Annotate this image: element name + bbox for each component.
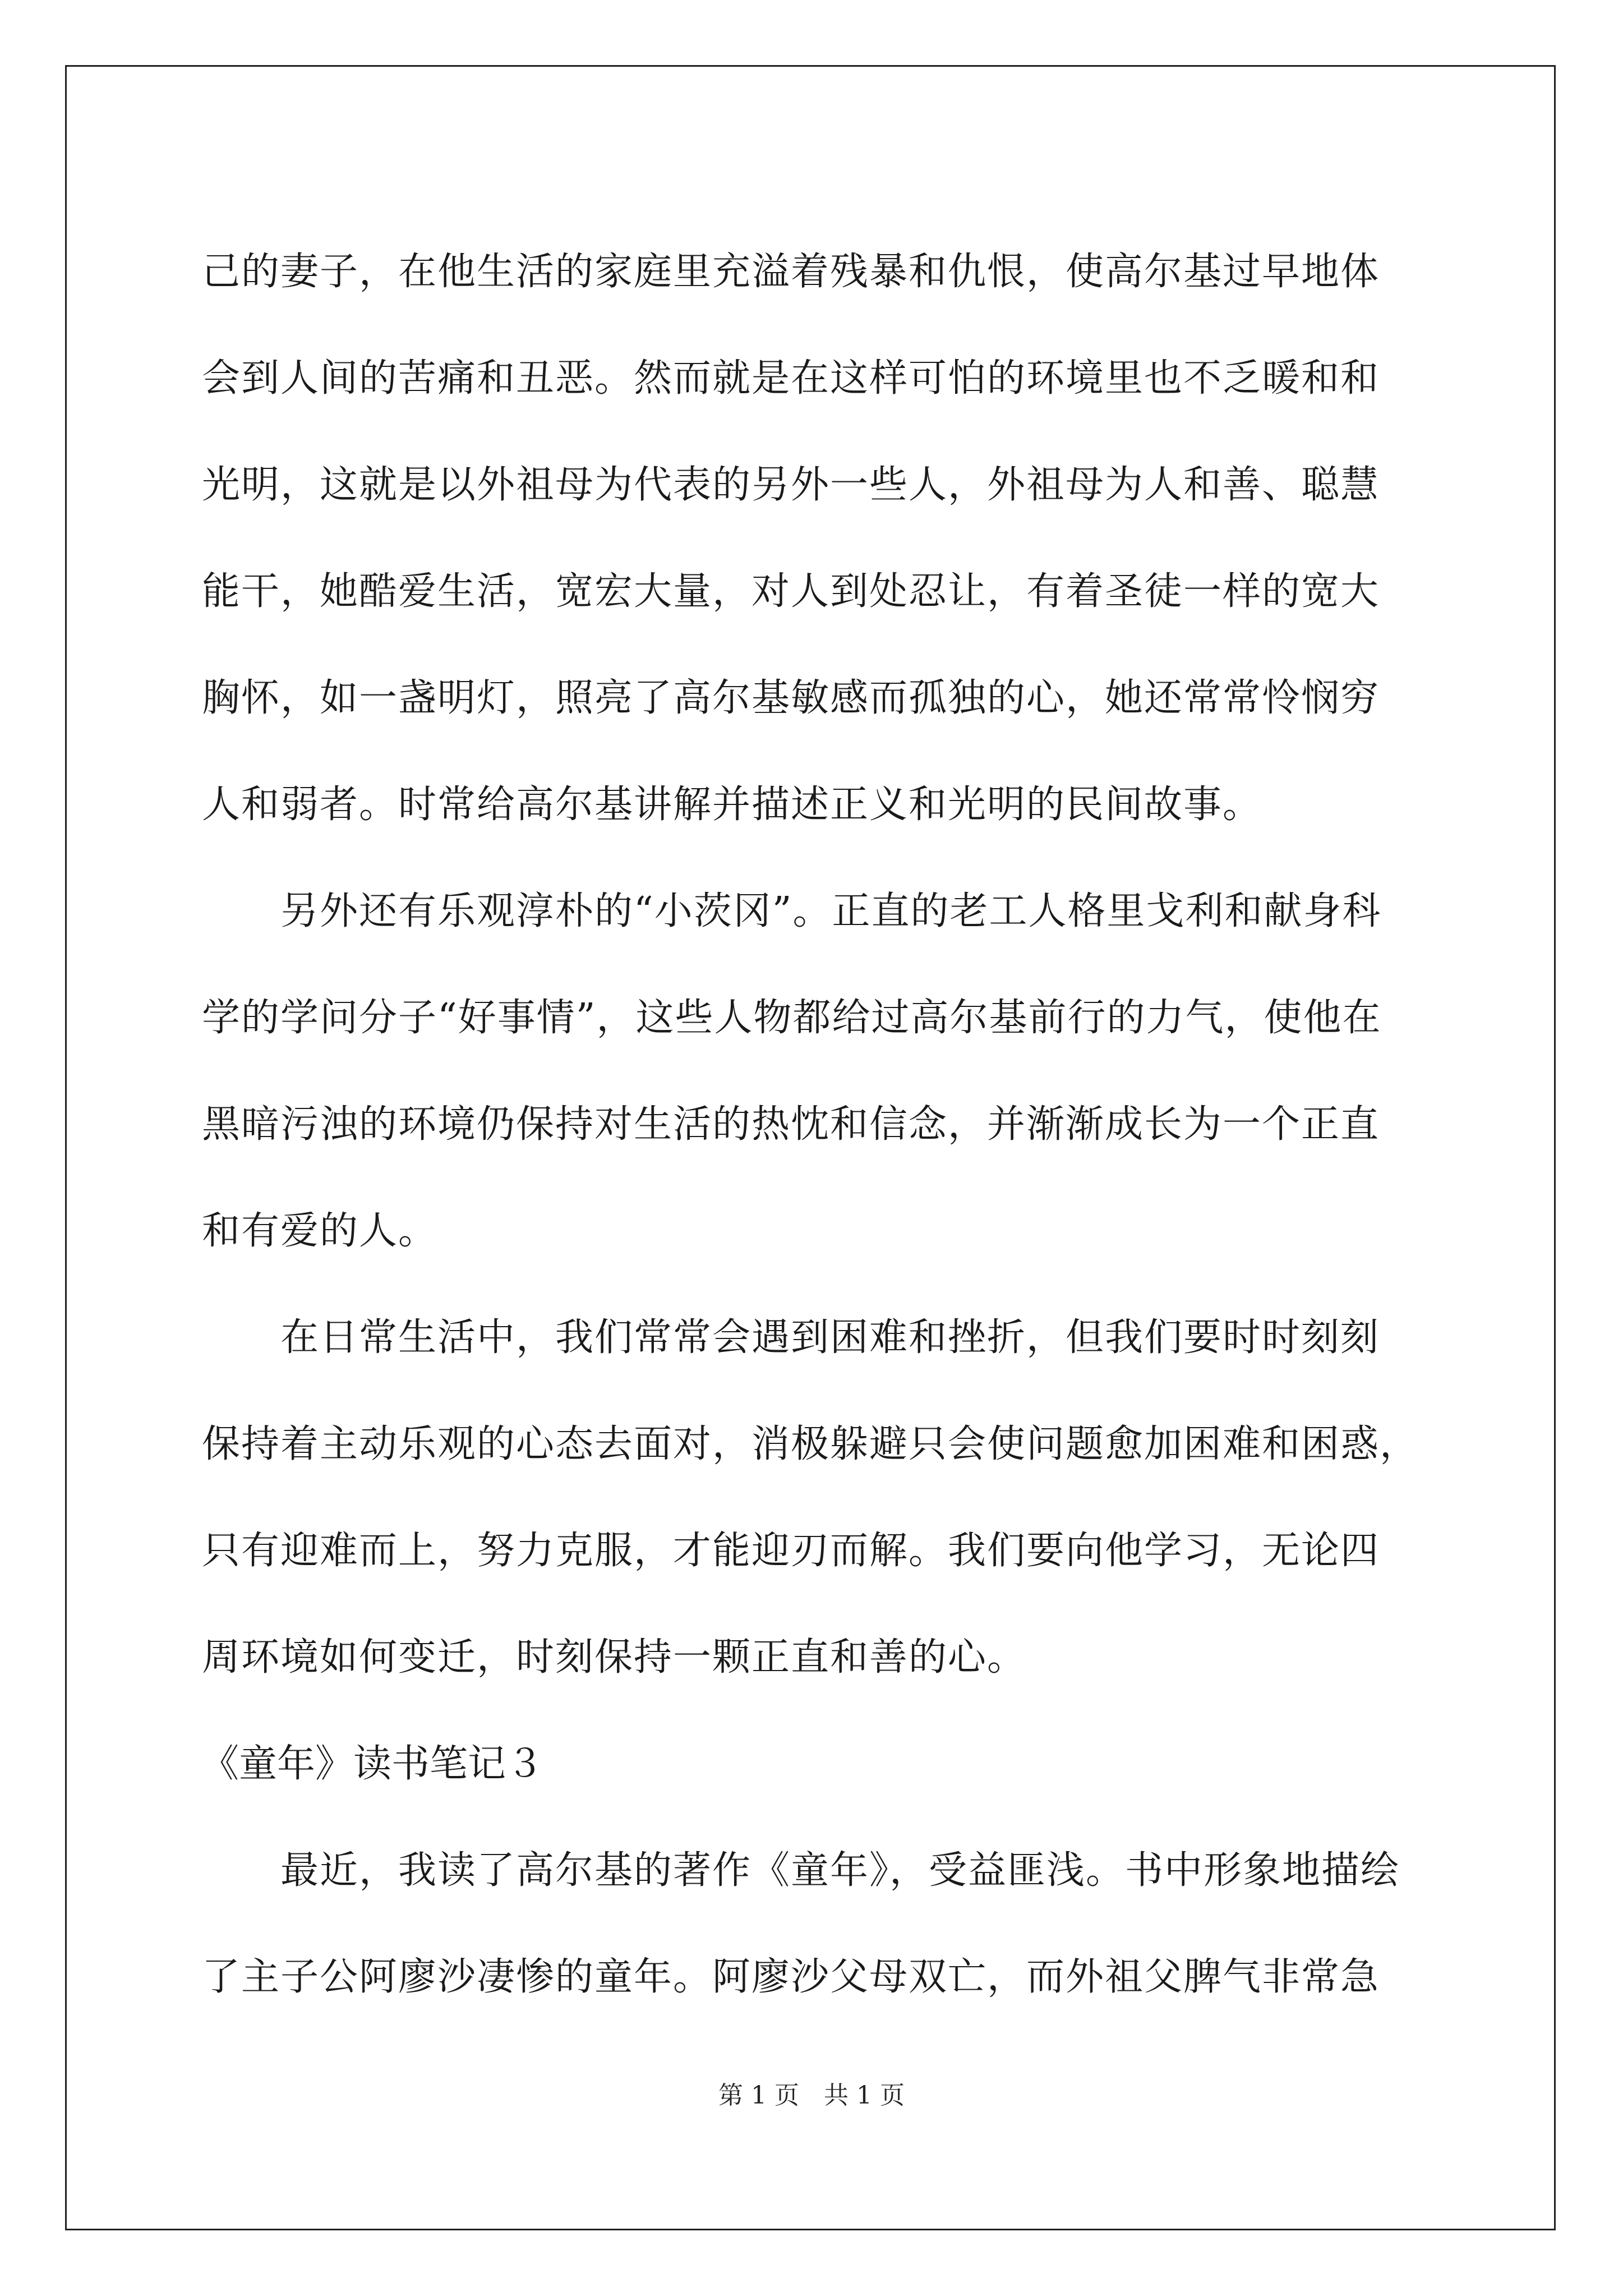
text-line: 学的学问分子“好事情”，这些人物都给过高尔基前行的力气，使他在 <box>202 996 1382 1040</box>
text-line: 最近，我读了高尔基的著作《童年》，受益匪浅。书中形象地描绘 <box>280 1848 1400 1893</box>
text-line: 黑暗污浊的环境仍保持对生活的热忱和信念，并渐渐成长为一个正直 <box>202 1102 1380 1147</box>
text-line: 了主子公阿廖沙凄惨的童年。阿廖沙父母双亡，而外祖父脾气非常急 <box>202 1955 1380 1999</box>
section-heading: 《童年》读书笔记３ <box>201 1742 545 1786</box>
text-line: 在日常生活中，我们常常会遇到困难和挫折，但我们要时时刻刻 <box>280 1315 1380 1360</box>
document-body <box>202 219 1424 2031</box>
text-line: 光明，这就是以外祖母为代表的另外一些人，外祖母为人和善、聪慧 <box>202 463 1380 507</box>
text-line: 只有迎难而上，努力克服，才能迎刃而解。我们要向他学习，无论四 <box>202 1529 1380 1573</box>
text-line: 己的妻子，在他生活的家庭里充溢着残暴和仇恨，使高尔基过早地体 <box>202 250 1380 294</box>
text-line: 人和弱者。时常给高尔基讲解并描述正义和光明的民间故事。 <box>202 783 1262 827</box>
text-line: 会到人间的苦痛和丑恶。然而就是在这样可怕的环境里也不乏暖和和 <box>202 356 1380 401</box>
text-line: 保持着主动乐观的心态去面对，消极躲避只会使问题愈加困难和困惑， <box>202 1422 1419 1466</box>
page-number-footer: 第 1 页 共 1 页 <box>718 2081 905 2110</box>
text-line: 另外还有乐观淳朴的“小茨冈”。正直的老工人格里戈利和献身科 <box>280 889 1382 933</box>
text-line: 能干，她酷爱生活，宽宏大量，对人到处忍让，有着圣徒一样的宽大 <box>202 569 1380 614</box>
text-line: 胸怀，如一盏明灯，照亮了高尔基敏感而孤独的心，她还常常怜悯穷 <box>202 676 1380 720</box>
text-line: 周环境如何变迁，时刻保持一颗正直和善的心。 <box>202 1635 1027 1680</box>
text-line: 和有爱的人。 <box>202 1209 438 1253</box>
